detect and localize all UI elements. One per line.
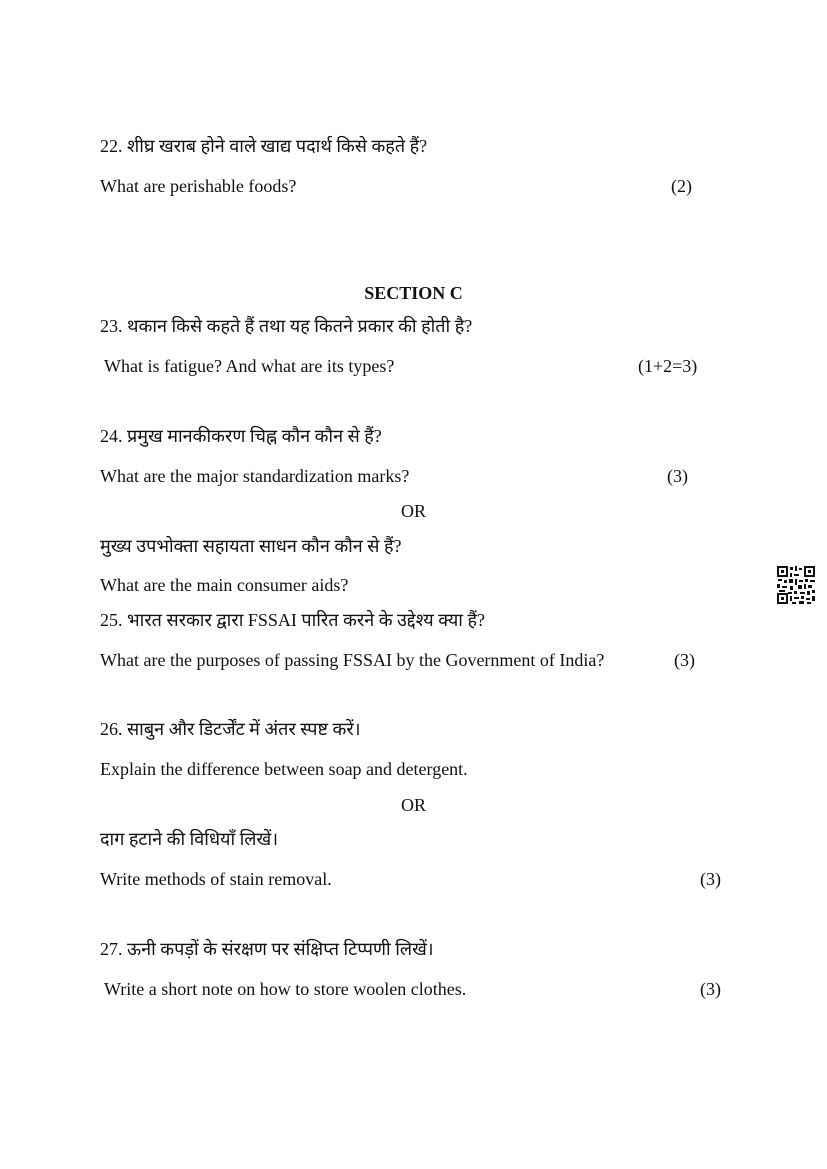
q25-marks: (3) [674, 650, 695, 670]
q26-alt-hindi: दाग हटाने की विधियाँ लिखें। [100, 829, 279, 849]
q23-english: What is fatigue? And what are its types? [104, 356, 395, 376]
q27-english: Write a short note on how to store woolen clothes. [104, 979, 467, 999]
q24-alt-english: What are the main consumer aids? [100, 575, 349, 595]
q24-or: OR [400, 501, 426, 521]
q24-english: What are the major standardization marks? [100, 466, 410, 486]
q25-hindi: 25. भारत सरकार द्वारा FSSAI पारित करने के उद्देश्य क्या हैं? [100, 610, 485, 630]
q26-alt-english: Write methods of stain removal. [100, 869, 332, 889]
section-c-heading: SECTION C [364, 283, 463, 303]
q27-hindi: 27. ऊनी कपड़ों के संरक्षण पर संक्षिप्त टिप्पणी लिखें। [100, 939, 434, 959]
q23-hindi: 23. थकान किसे कहते हैं तथा यह कितने प्रकार की होती है? [100, 316, 473, 336]
q26-marks: (3) [700, 869, 721, 889]
q25-english: What are the purposes of passing FSSAI by the Government of India? [100, 650, 605, 670]
qr-code-icon [776, 565, 816, 605]
q23-marks: (1+2=3) [638, 356, 698, 376]
q26-english: Explain the difference between soap and detergent. [100, 759, 468, 779]
q22-marks: (2) [671, 176, 692, 196]
q26-hindi: 26. साबुन और डिटर्जेंट में अंतर स्पष्ट करें। [100, 719, 361, 739]
q24-alt-hindi: मुख्य उपभोक्ता सहायता साधन कौन कौन से हैं? [100, 536, 402, 556]
q24-marks: (3) [667, 466, 688, 486]
q22-english: What are perishable foods? [100, 176, 297, 196]
q22-hindi: 22. शीघ्र खराब होने वाले खाद्य पदार्थ किसे कहते हैं? [100, 136, 428, 156]
q26-or: OR [400, 795, 426, 815]
q24-hindi: 24. प्रमुख मानकीकरण चिह्न कौन कौन से हैं? [100, 426, 382, 446]
q27-marks: (3) [700, 979, 721, 999]
